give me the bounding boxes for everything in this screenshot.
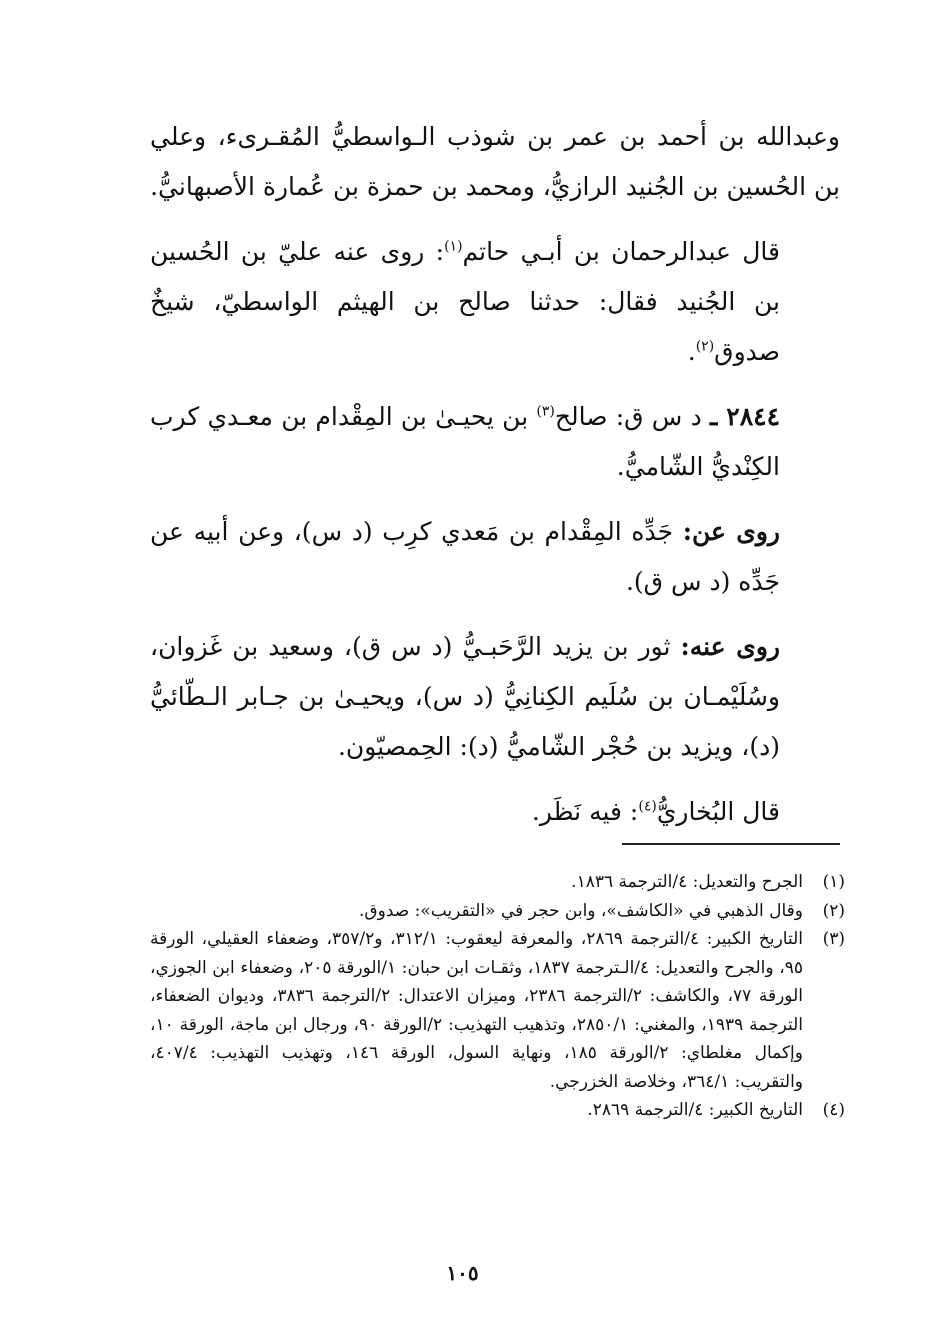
paragraph-text: وعبدالله بن أحمد بن عمر بن شوذب الـواسطيُّ المُقـرىء، وعلي بن الحُسين بن الجُنيد الرازيُّ، ومحمد بن حمزة بن عُمارة الأصبهانيُّ. [150, 122, 840, 201]
footnote-ref-3[interactable]: (٣) [536, 403, 555, 420]
footnote-text: التاريخ الكبير: ٤/الترجمة ٢٨٦٩. [587, 1100, 803, 1120]
quote-rest: : فيه نَظَر. [531, 797, 639, 826]
narrated-from [150, 507, 840, 607]
paragraph-1 [150, 112, 840, 212]
footnote-number: (١) [822, 872, 845, 892]
footnote-ref-1[interactable]: (١) [444, 238, 463, 255]
footnote-divider [622, 843, 840, 845]
bukhari-quote [150, 787, 840, 837]
footnote-ref-2[interactable]: (٢) [695, 338, 715, 355]
footnote-2 [150, 897, 845, 926]
footnote-text: الجرح والتعديل: ٤/الترجمة ١٨٣٦. [571, 872, 803, 892]
footnote-1 [150, 868, 845, 897]
entry-lead: د س ق: صالح [554, 402, 710, 431]
footnote-number: (٢) [822, 900, 845, 921]
main-text [150, 112, 840, 852]
footnote-4 [150, 1096, 845, 1125]
paragraph-2 [150, 227, 840, 377]
narrated-from-heading: روى عن: [682, 517, 781, 546]
quote-lead: قال البُخاريُّ [656, 797, 780, 826]
footnote-number: (٣) [822, 929, 845, 949]
footnote-text: التاريخ الكبير: ٤/الترجمة ٢٨٦٩، والمعرفة ليعقوب: ٣١٢/١، و٣٥٧/٢، وضعفاء العقيلي، الورقة ٩٥، والجرح والتعديل: ٤/الـترجمة ١٨٣٧، وثقـات ابن حبان: ١/الورقة ٢٠٥، وضعفاء ابن الجوزي، الورقة ٧٧، والكاشف: ٢/الترجمة ٢٣٨٦، وميزان الاعتدال: ٢/الترجمة ٣٨٣٦، وديوان الضعفاء، الترجمة ١٩٣٩، والمغني: ٢٨٥٠/١، وتذهيب التهذيب: ٢/الورقة ٩٠، ورجال ابن ماجة، الورقة ١٠، وإكمال مغلطاي: ٢/الورقة ١٨٥، ونهاية السول، الورقة ١٤٦، وتهذيب التهذيب: ٤٠٧/٤، والتقريب: ٣٦٤/١، وخلاصة الخزرجي. [150, 929, 803, 1092]
paragraph-end: . [687, 337, 696, 366]
narrated-by-heading: روى عنه: [680, 632, 780, 661]
footnote-3 [150, 925, 845, 1096]
footnotes [150, 868, 845, 1125]
narrated-by [150, 622, 840, 772]
entry-number: ٢٨٤٤ ـ [709, 402, 781, 431]
paragraph-lead: قال عبدالرحمان بن أبـي حاتم [462, 237, 780, 266]
entry-rest: بن يحيـىٰ بن المِقْدام بن معـدي كرب الكِنْديُّ الشّاميُّ. [150, 402, 780, 481]
entry-2844 [150, 392, 840, 492]
page-number: ١٠٥ [446, 1261, 479, 1285]
footnote-ref-4[interactable]: (٤) [638, 798, 657, 815]
narrated-by-text: ثور بن يزيد الرَّحَبـيُّ (د س ق)، وسعيد بن غَزوان، وسُلَيْمـان بن سُلَيم الكِنانِيُّ (د س)، ويحيـىٰ بن جـابر الـطّائيُّ (د)، ويزيد بن حُجْر الشّاميُّ (د): الحِمصيّون. [150, 632, 780, 761]
footnote-text: وقال الذهبي في «الكاشف»، وابن حجر في «التقريب»: صدوق. [359, 900, 803, 921]
paragraph-rest: : روى عنه عليّ بن الحُسين بن الجُنيد فقال: حدثنا صالح بن الهيثم الواسطيّ، شيخٌ صدوق [150, 237, 780, 366]
narrated-from-text: جَدِّه المِقْدام بن مَعدي كرِب (د س)، وعن أبيه عن جَدِّه (د س ق). [150, 517, 780, 596]
footnote-number: (٤) [822, 1100, 845, 1120]
